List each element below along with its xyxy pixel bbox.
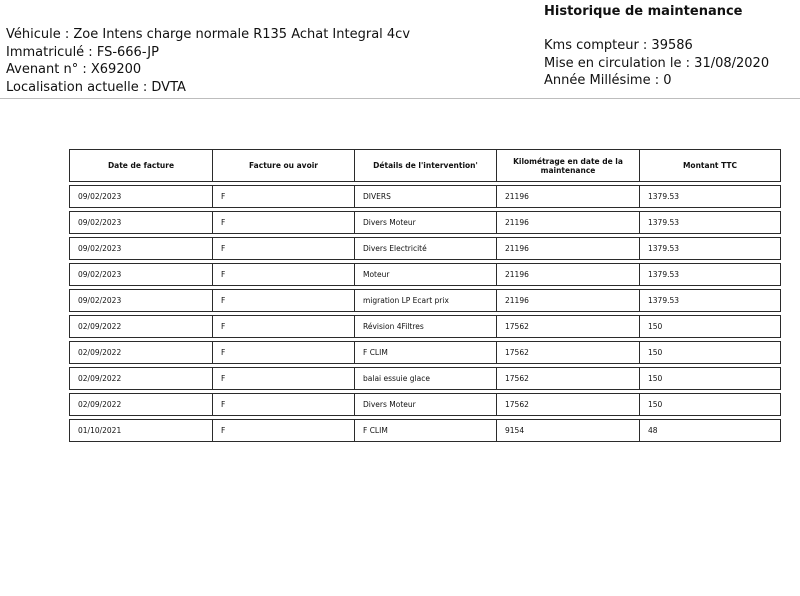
header-divider	[0, 98, 800, 99]
cell-amount: 150	[639, 394, 780, 415]
cell-details: DIVERS	[354, 186, 496, 207]
cell-details: Divers Moteur	[354, 394, 496, 415]
cell-type: F	[212, 368, 354, 389]
page-title: Historique de maintenance	[544, 4, 743, 19]
table-row	[69, 185, 781, 208]
cell-mileage: 17562	[496, 316, 639, 337]
cell-details: F CLIM	[354, 342, 496, 363]
table-row	[69, 289, 781, 312]
cell-type: F	[212, 316, 354, 337]
cell-details: Divers Electricité	[354, 238, 496, 259]
table-row	[69, 393, 781, 416]
cell-date: 09/02/2023	[78, 270, 122, 279]
registration-date: Mise en circulation le : 31/08/2020	[544, 55, 770, 71]
vehicle-avenant: Avenant n° : X69200	[6, 62, 142, 77]
cell-type: F	[212, 186, 354, 207]
table-row	[69, 263, 781, 286]
cell-details: Révision 4Filtres	[354, 316, 496, 337]
model-year: Année Millésime : 0	[544, 73, 672, 88]
vehicle-info	[6, 26, 410, 96]
table-row	[69, 341, 781, 364]
cell-date: 02/09/2022	[78, 322, 122, 331]
table-row	[69, 211, 781, 234]
vehicle-plate: Immatriculé : FS-666-JP	[6, 44, 159, 60]
cell-date: 09/02/2023	[78, 244, 122, 253]
cell-date: 09/02/2023	[78, 218, 122, 227]
cell-date: 02/09/2022	[78, 374, 122, 383]
cell-mileage: 21196	[496, 238, 639, 259]
vehicle-location: Localisation actuelle : DVTA	[6, 79, 186, 95]
cell-type: F	[212, 342, 354, 363]
cell-type: F	[212, 394, 354, 415]
header-date: Date de facture	[107, 161, 175, 170]
cell-type: F	[212, 238, 354, 259]
header-amount: Montant TTC	[639, 150, 780, 181]
cell-amount: 150	[639, 368, 780, 389]
cell-amount: 48	[639, 420, 780, 441]
cell-details: Moteur	[354, 264, 496, 285]
cell-details: balai essuie glace	[354, 368, 496, 389]
cell-date: 02/09/2022	[78, 400, 122, 409]
table-row	[69, 315, 781, 338]
cell-mileage: 17562	[496, 394, 639, 415]
cell-amount: 1379.53	[639, 264, 780, 285]
cell-mileage: 21196	[496, 212, 639, 233]
cell-amount: 150	[639, 316, 780, 337]
maintenance-table	[69, 149, 781, 442]
cell-mileage: 21196	[496, 186, 639, 207]
cell-type: F	[212, 420, 354, 441]
header-details: Détails de l'intervention'	[354, 150, 496, 181]
header-mileage: Kilométrage en date de la maintenance	[496, 150, 639, 181]
cell-mileage: 17562	[496, 342, 639, 363]
cell-date: 02/09/2022	[78, 348, 122, 357]
table-row	[69, 237, 781, 260]
maintenance-summary	[544, 3, 769, 90]
vehicle-model: Véhicule : Zoe Intens charge normale R135 Achat Integral 4cv	[6, 27, 411, 42]
table-header-row	[69, 149, 781, 182]
cell-date: 01/10/2021	[78, 426, 122, 435]
table-body	[69, 185, 781, 442]
cell-mileage: 17562	[496, 368, 639, 389]
odometer: Kms compteur : 39586	[544, 38, 693, 53]
header-type: Facture ou avoir	[212, 150, 354, 181]
table-row	[69, 367, 781, 390]
cell-type: F	[212, 264, 354, 285]
cell-mileage: 21196	[496, 290, 639, 311]
cell-amount: 1379.53	[639, 290, 780, 311]
cell-mileage: 21196	[496, 264, 639, 285]
cell-type: F	[212, 290, 354, 311]
cell-amount: 150	[639, 342, 780, 363]
cell-mileage: 9154	[496, 420, 639, 441]
cell-amount: 1379.53	[639, 186, 780, 207]
cell-date: 09/02/2023	[78, 192, 122, 201]
cell-date: 09/02/2023	[78, 296, 122, 305]
cell-amount: 1379.53	[639, 212, 780, 233]
cell-details: F CLIM	[354, 420, 496, 441]
cell-amount: 1379.53	[639, 238, 780, 259]
cell-details: Divers Moteur	[354, 212, 496, 233]
cell-type: F	[212, 212, 354, 233]
table-row	[69, 419, 781, 442]
cell-details: migration LP Ecart prix	[354, 290, 496, 311]
